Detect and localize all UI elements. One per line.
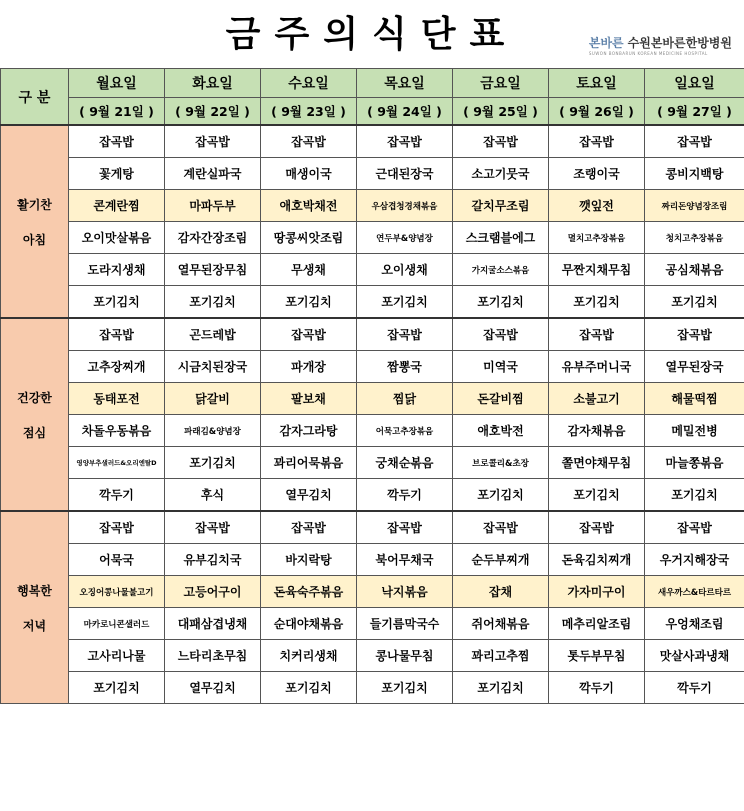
meal-row [1,318,744,351]
menu-cell: 잡곡밥 [69,318,165,351]
meal-row [1,576,744,608]
menu-cell: 가자미구이 [549,576,645,608]
menu-cell: 해물떡찜 [645,383,744,415]
logo-name: 수원본바른한방병원 [627,36,732,50]
meal-row [1,286,744,319]
menu-cell: 메추리알조림 [549,608,645,640]
meal-row [1,351,744,383]
menu-cell: 연두부&양념장 [357,222,453,254]
day-header: 화요일 [165,69,261,98]
date-cell: ( 9월 23일 ) [261,98,357,126]
menu-cell: 순대야채볶음 [261,608,357,640]
menu-cell: 포기김치 [453,672,549,704]
menu-cell: 포기김치 [453,286,549,319]
menu-cell: 잡곡밥 [261,318,357,351]
menu-cell: 근대된장국 [357,158,453,190]
day-header-row [1,69,744,98]
menu-cell: 고사리나물 [69,640,165,672]
day-header: 목요일 [357,69,453,98]
date-cell: ( 9월 25일 ) [453,98,549,126]
menu-cell: 잡곡밥 [357,511,453,544]
menu-cell: 어묵국 [69,544,165,576]
menu-cell: 짜리돈양념장조림 [645,190,744,222]
menu-cell: 쫄면야채무침 [549,447,645,479]
menu-cell: 감자간장조림 [165,222,261,254]
meal-label-top: 건강한 [17,390,52,405]
menu-cell: 포기김치 [357,672,453,704]
date-row [1,98,744,126]
menu-cell: 소고기뭇국 [453,158,549,190]
menu-cell: 돈육숙주볶음 [261,576,357,608]
meal-row [1,640,744,672]
meal-row [1,254,744,286]
menu-cell: 톳두부무침 [549,640,645,672]
meal-label [1,125,69,318]
menu-cell: 잡곡밥 [69,511,165,544]
menu-cell: 치커리생채 [261,640,357,672]
menu-cell: 깻잎전 [549,190,645,222]
meal-row [1,544,744,576]
day-header: 금요일 [453,69,549,98]
menu-cell: 잡곡밥 [645,318,744,351]
menu-cell: 오이생채 [357,254,453,286]
meal-row [1,511,744,544]
meal-row [1,479,744,512]
day-header: 토요일 [549,69,645,98]
menu-cell: 동태포전 [69,383,165,415]
menu-cell: 열무김치 [165,672,261,704]
menu-cell: 마늘쫑볶음 [645,447,744,479]
meal-row [1,447,744,479]
meal-row [1,415,744,447]
menu-cell: 조랭이국 [549,158,645,190]
menu-cell: 청치고추장볶음 [645,222,744,254]
menu-cell: 스크램블에그 [453,222,549,254]
menu-cell: 영양부추샐러드&오리엔탈D [69,447,165,479]
menu-cell: 오징어콩나물불고기 [69,576,165,608]
header [0,0,744,68]
menu-cell: 잡곡밥 [549,511,645,544]
menu-cell: 포기김치 [453,479,549,512]
menu-cell: 포기김치 [645,479,744,512]
menu-cell: 곤드레밥 [165,318,261,351]
menu-cell: 잡곡밥 [453,125,549,158]
menu-cell: 계란실파국 [165,158,261,190]
menu-cell: 느타리초무침 [165,640,261,672]
menu-cell: 우거지해장국 [645,544,744,576]
logo-subtitle: SUWON BONBARUN KOREAN MEDICINE HOSPITAL [588,51,708,56]
menu-cell: 찜닭 [357,383,453,415]
meal-label-bottom: 점심 [22,425,47,440]
menu-cell: 열무된장무침 [165,254,261,286]
menu-cell: 쥐어채볶음 [453,608,549,640]
meal-table [0,68,744,704]
menu-cell: 잡곡밥 [165,511,261,544]
menu-cell: 오이맛살볶음 [69,222,165,254]
menu-cell: 꽈리어묵볶음 [261,447,357,479]
menu-cell: 브로콜리&초장 [453,447,549,479]
menu-cell: 열무김치 [261,479,357,512]
menu-cell: 잡곡밥 [453,511,549,544]
menu-cell: 도라지생채 [69,254,165,286]
meal-row [1,222,744,254]
menu-cell: 잡곡밥 [549,125,645,158]
meal-label-top: 행복한 [17,583,52,598]
menu-cell: 순두부찌개 [453,544,549,576]
menu-cell: 시금치된장국 [165,351,261,383]
menu-cell: 포기김치 [549,479,645,512]
menu-cell: 땅콩씨앗조림 [261,222,357,254]
menu-cell: 감자그라탕 [261,415,357,447]
menu-cell: 포기김치 [261,672,357,704]
menu-cell: 북어무채국 [357,544,453,576]
menu-cell: 새우까스&타르타르 [645,576,744,608]
menu-cell: 잡곡밥 [645,511,744,544]
menu-cell: 소불고기 [549,383,645,415]
menu-cell: 맛살사과냉채 [645,640,744,672]
menu-cell: 잡곡밥 [549,318,645,351]
menu-cell: 포기김치 [165,447,261,479]
meal-label-bottom: 아침 [22,232,47,247]
date-cell: ( 9월 26일 ) [549,98,645,126]
hospital-logo [589,34,732,56]
menu-cell: 고등어구이 [165,576,261,608]
day-header: 월요일 [69,69,165,98]
menu-cell: 콩나물무침 [357,640,453,672]
menu-cell: 고추장찌개 [69,351,165,383]
menu-cell: 무생채 [261,254,357,286]
menu-cell: 열무된장국 [645,351,744,383]
menu-cell: 멸치고추장볶음 [549,222,645,254]
meal-label [1,318,69,511]
menu-cell: 차돌우동볶음 [69,415,165,447]
menu-cell: 잡채 [453,576,549,608]
menu-cell: 매생이국 [261,158,357,190]
menu-cell: 마카로니콘샐러드 [69,608,165,640]
menu-cell: 대패삼겹냉채 [165,608,261,640]
meal-label-top: 활기찬 [17,197,52,212]
corner-label: 구 분 [1,69,69,126]
menu-cell: 돈육김치찌개 [549,544,645,576]
menu-cell: 바지락탕 [261,544,357,576]
meal-row [1,672,744,704]
meal-row [1,125,744,158]
menu-cell: 후식 [165,479,261,512]
menu-cell: 잡곡밥 [261,511,357,544]
menu-cell: 콩비지백탕 [645,158,744,190]
menu-cell: 애호박채전 [261,190,357,222]
menu-cell: 들기름막국수 [357,608,453,640]
menu-cell: 돈갈비찜 [453,383,549,415]
menu-cell: 우삼겹청경채볶음 [357,190,453,222]
menu-cell: 짬뽕국 [357,351,453,383]
menu-cell: 파개장 [261,351,357,383]
date-cell: ( 9월 24일 ) [357,98,453,126]
menu-cell: 잡곡밥 [165,125,261,158]
menu-cell: 가지굴소스볶음 [453,254,549,286]
menu-cell: 콘계란찜 [69,190,165,222]
date-cell: ( 9월 22일 ) [165,98,261,126]
menu-cell: 깍두기 [357,479,453,512]
menu-cell: 궁채순볶음 [357,447,453,479]
menu-cell: 꽈리고추찜 [453,640,549,672]
menu-cell: 메밀전병 [645,415,744,447]
day-header: 일요일 [645,69,744,98]
logo-brand: 본바른 [588,36,624,50]
menu-cell: 공심채볶음 [645,254,744,286]
menu-cell: 포기김치 [69,672,165,704]
menu-cell: 포기김치 [165,286,261,319]
menu-cell: 잡곡밥 [357,125,453,158]
menu-cell: 유부김치국 [165,544,261,576]
menu-cell: 잡곡밥 [261,125,357,158]
menu-cell: 깍두기 [645,672,744,704]
menu-cell: 어묵고추장볶음 [357,415,453,447]
menu-cell: 닭갈비 [165,383,261,415]
meal-label-bottom: 저녁 [22,618,47,633]
menu-cell: 포기김치 [357,286,453,319]
menu-cell: 깍두기 [69,479,165,512]
menu-cell: 포기김치 [549,286,645,319]
menu-cell: 낙지볶음 [357,576,453,608]
menu-cell: 갈치무조림 [453,190,549,222]
meal-label [1,511,69,704]
menu-cell: 감자채볶음 [549,415,645,447]
menu-cell: 무짠지채무침 [549,254,645,286]
meal-row [1,158,744,190]
menu-cell: 파래김&양념장 [165,415,261,447]
page-title: 금주의식단표 [225,14,519,55]
meal-row [1,383,744,415]
date-cell: ( 9월 27일 ) [645,98,744,126]
menu-cell: 포기김치 [645,286,744,319]
menu-cell: 포기김치 [69,286,165,319]
menu-cell: 잡곡밥 [645,125,744,158]
meal-row [1,190,744,222]
meal-row [1,608,744,640]
menu-cell: 미역국 [453,351,549,383]
menu-cell: 팔보채 [261,383,357,415]
menu-cell: 마파두부 [165,190,261,222]
menu-cell: 유부주머니국 [549,351,645,383]
menu-cell: 포기김치 [261,286,357,319]
menu-cell: 잡곡밥 [453,318,549,351]
menu-cell: 우엉채조림 [645,608,744,640]
menu-cell: 애호박전 [453,415,549,447]
menu-cell: 꽃게탕 [69,158,165,190]
date-cell: ( 9월 21일 ) [69,98,165,126]
menu-cell: 잡곡밥 [357,318,453,351]
day-header: 수요일 [261,69,357,98]
menu-cell: 깍두기 [549,672,645,704]
menu-cell: 잡곡밥 [69,125,165,158]
